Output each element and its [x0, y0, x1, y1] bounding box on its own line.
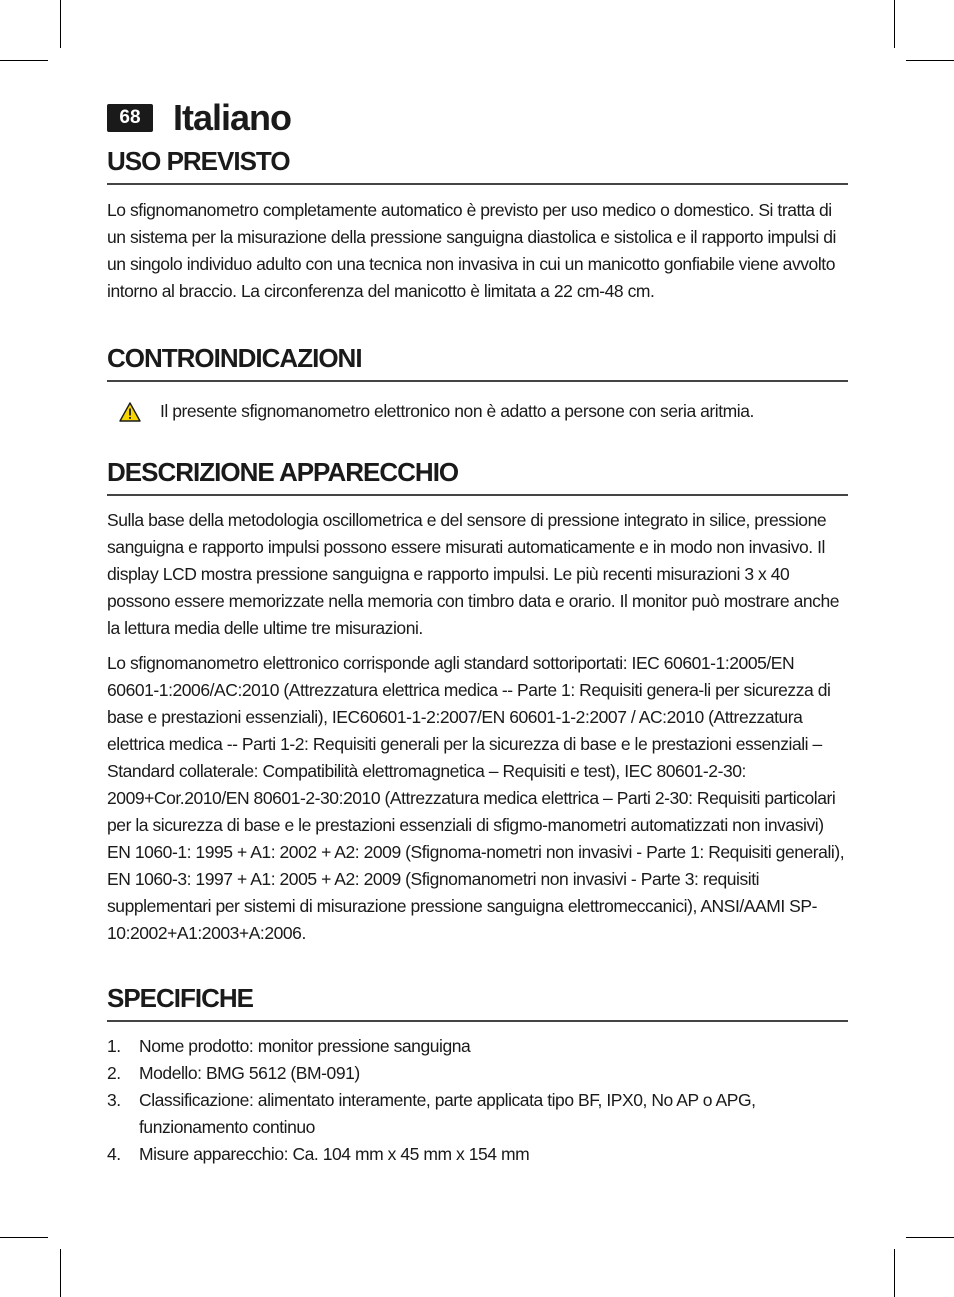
warning-row [119, 398, 848, 425]
crop-mark [0, 1237, 48, 1238]
crop-mark [60, 1249, 61, 1297]
section-uso-previsto [107, 146, 848, 305]
crop-mark [0, 60, 48, 61]
list-item [107, 1033, 848, 1060]
section-body: Lo sfignomanometro completamente automatico è previsto per uso medico o domestico. Si tratta di un sistema per la misurazione della pressione sanguigna diastolica e sistolica e il rapporto impulsi di un singolo individuo adulto con una tecnica non invasiva in cui un manicotto gonfiabile viene avvolto intorno al braccio. La circonferenza del manicotto è limitata a 22 cm-48 cm. [107, 200, 836, 301]
section-specifiche [107, 983, 848, 1168]
list-number: 4. [107, 1144, 121, 1164]
paragraph: Lo sfignomanometro elettronico corrisponde agli standard sottoriportati: IEC 60601-1:2005/EN 60601-1:2006/AC:2010 (Attrezzatura elettrica medica -- Parte 1: Requisiti genera-li per sicurezza di base e prestazioni essenziali), IEC60601-1-2:2007/EN 60601-1-2:2007 / AC:2010 (Attrezzatura elettrica medica -- Parti 1-2: Requisiti generali per la sicurezza di base e le prestazioni essenziali – Standard collaterale: Compatibilità elettromagnetica – Requisiti e test), IEC 80601-2-30: 2009+Cor.2010/EN 80601-2-30:2010 (Attrezzatura medica elettrica – Parti 2-30: Requisiti particolari per la sicurezza di base e le prestazioni essenziali di sfigmo-manometri automatizzati non invasivi) EN 1060-1: 1995 + A1: 2002 + A2: 2009 (Sfignoma-nometri non invasivi - Parte 1: Requisiti generali), EN 1060-3: 1997 + A1: 2005 + A2: 2009 (Sfignomanometri non invasivi - Parte 3: requisiti supplementari per sistemi di misurazione pressione sanguigna elettromeccanici), ANSI/AAMI SP-10:2002+A1:2003+A:2006. [107, 653, 845, 943]
warning-triangle-icon [119, 402, 141, 422]
list-text: Classificazione: alimentato interamente, parte applicata tipo BF, IPX0, No AP o APG, funzionamento continuo [139, 1090, 756, 1137]
list-number: 1. [107, 1036, 121, 1056]
crop-mark [906, 1237, 954, 1238]
spec-list [107, 1033, 848, 1168]
crop-mark [60, 0, 61, 48]
section-controindicazioni [107, 343, 848, 425]
section-heading: SPECIFICHE [107, 983, 848, 1022]
list-number: 2. [107, 1063, 121, 1083]
list-text: Nome prodotto: monitor pressione sanguigna [139, 1036, 471, 1056]
list-text: Modello: BMG 5612 (BM-091) [139, 1063, 360, 1083]
section-heading: USO PREVISTO [107, 146, 848, 185]
list-item [107, 1060, 848, 1087]
section-descrizione [107, 457, 848, 947]
paragraph: Sulla base della metodologia oscillometrica e del sensore di pressione integrato in silice, pressione sanguigna e rapporto impulsi possono essere misurati automaticamente e in modo non invasivo. Il display LCD mostra pressione sanguigna e rapporto impulsi. Le più recenti misurazioni 3 x 40 possono essere memorizzate nella memoria con timbro data e orario. Il monitor può mostrare anche la lettura media delle ultime tre misurazioni. [107, 510, 840, 638]
manual-page [107, 98, 848, 1168]
list-item [107, 1141, 848, 1168]
section-heading: CONTROINDICAZIONI [107, 343, 848, 382]
crop-mark [906, 60, 954, 61]
language-title: Italiano [173, 97, 292, 138]
list-item [107, 1087, 848, 1141]
section-heading: DESCRIZIONE APPARECCHIO [107, 457, 848, 496]
crop-mark [894, 0, 895, 48]
list-text: Misure apparecchio: Ca. 104 mm x 45 mm x 154 mm [139, 1144, 530, 1164]
list-number: 3. [107, 1090, 121, 1110]
page-header [107, 98, 848, 138]
page-number: 68 [107, 104, 153, 132]
warning-text: Il presente sfignomanometro elettronico non è adatto a persone con seria aritmia. [160, 401, 754, 421]
crop-mark [894, 1249, 895, 1297]
